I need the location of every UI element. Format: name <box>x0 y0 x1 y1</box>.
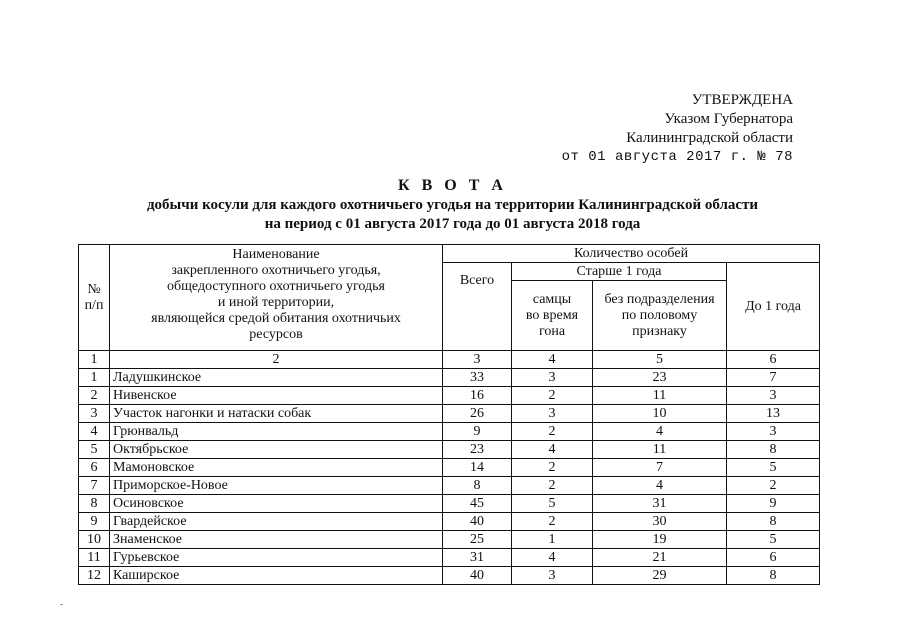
table-row <box>79 405 820 423</box>
row-total: 31 <box>443 549 512 567</box>
row-males: 3 <box>512 405 593 423</box>
header-name: Наименование закрепленного охотничьего угодья, общедоступного охотничьего угодья и иной территории, являющейся средой обитания охотничьих ресурсов <box>110 245 443 351</box>
row-males: 2 <box>512 387 593 405</box>
header-num: № п/п <box>79 245 110 351</box>
row-number: 12 <box>79 567 110 585</box>
row-area-name: Гурьевское <box>110 549 443 567</box>
row-number: 10 <box>79 531 110 549</box>
header-count: Количество особей <box>443 245 820 263</box>
row-area-name: Участок нагонки и натаски собак <box>110 405 443 423</box>
row-number: 8 <box>79 495 110 513</box>
row-total: 26 <box>443 405 512 423</box>
row-area-name: Каширское <box>110 567 443 585</box>
row-males: 5 <box>512 495 593 513</box>
row-total: 45 <box>443 495 512 513</box>
table-row <box>79 495 820 513</box>
row-males: 2 <box>512 513 593 531</box>
document-title <box>0 176 905 234</box>
table-row <box>79 441 820 459</box>
row-nogender: 30 <box>593 513 727 531</box>
header-total: Всего <box>443 263 512 351</box>
table-row <box>79 549 820 567</box>
title-period: на период с 01 августа 2017 года до 01 августа 2018 года <box>264 216 641 232</box>
title-subject: добычи косули для каждого охотничьего угодья на территории Калининградской области <box>146 197 759 213</box>
row-under: 13 <box>727 405 820 423</box>
col-number: 3 <box>443 351 512 369</box>
row-males: 2 <box>512 459 593 477</box>
row-under: 8 <box>727 567 820 585</box>
approval-date: от 01 августа 2017 г. № 78 <box>561 149 793 165</box>
row-nogender: 31 <box>593 495 727 513</box>
row-total: 33 <box>443 369 512 387</box>
row-number: 3 <box>79 405 110 423</box>
row-nogender: 21 <box>593 549 727 567</box>
col-number: 2 <box>110 351 443 369</box>
row-under: 3 <box>727 423 820 441</box>
header-under: До 1 года <box>727 263 820 351</box>
row-under: 3 <box>727 387 820 405</box>
col-number: 4 <box>512 351 593 369</box>
col-number: 1 <box>79 351 110 369</box>
approval-authority: Указом Губернатора <box>664 111 793 127</box>
row-nogender: 7 <box>593 459 727 477</box>
table-row <box>79 477 820 495</box>
row-under: 9 <box>727 495 820 513</box>
row-total: 16 <box>443 387 512 405</box>
table-row <box>79 423 820 441</box>
row-area-name: Осиновское <box>110 495 443 513</box>
header-older: Старше 1 года <box>512 263 727 281</box>
row-total: 23 <box>443 441 512 459</box>
row-number: 5 <box>79 441 110 459</box>
row-nogender: 4 <box>593 477 727 495</box>
row-number: 11 <box>79 549 110 567</box>
table-row <box>79 531 820 549</box>
table-row <box>79 513 820 531</box>
row-area-name: Грюнвальд <box>110 423 443 441</box>
row-under: 6 <box>727 549 820 567</box>
row-nogender: 29 <box>593 567 727 585</box>
row-number: 7 <box>79 477 110 495</box>
col-number: 6 <box>727 351 820 369</box>
header-nogender: без подразделения по половому признаку <box>593 281 727 351</box>
row-under: 8 <box>727 441 820 459</box>
row-number: 2 <box>79 387 110 405</box>
row-males: 3 <box>512 369 593 387</box>
row-total: 40 <box>443 513 512 531</box>
table-row <box>79 369 820 387</box>
row-number: 6 <box>79 459 110 477</box>
row-total: 8 <box>443 477 512 495</box>
row-area-name: Нивенское <box>110 387 443 405</box>
row-males: 1 <box>512 531 593 549</box>
row-males: 4 <box>512 549 593 567</box>
row-total: 25 <box>443 531 512 549</box>
row-males: 2 <box>512 423 593 441</box>
row-area-name: Приморское-Новое <box>110 477 443 495</box>
row-area-name: Знаменское <box>110 531 443 549</box>
row-area-name: Гвардейское <box>110 513 443 531</box>
col-number: 5 <box>593 351 727 369</box>
row-number: 9 <box>79 513 110 531</box>
row-area-name: Мамоновское <box>110 459 443 477</box>
page-mark <box>60 604 63 605</box>
table-row <box>79 459 820 477</box>
row-under: 5 <box>727 531 820 549</box>
row-total: 40 <box>443 567 512 585</box>
row-total: 9 <box>443 423 512 441</box>
row-nogender: 11 <box>593 441 727 459</box>
row-number: 1 <box>79 369 110 387</box>
row-under: 5 <box>727 459 820 477</box>
row-area-name: Октябрьское <box>110 441 443 459</box>
row-total: 14 <box>443 459 512 477</box>
row-males: 2 <box>512 477 593 495</box>
row-nogender: 23 <box>593 369 727 387</box>
row-nogender: 11 <box>593 387 727 405</box>
title-heading: К В О Т А <box>398 177 507 194</box>
row-under: 2 <box>727 477 820 495</box>
row-under: 8 <box>727 513 820 531</box>
row-number: 4 <box>79 423 110 441</box>
approval-status: УТВЕРЖДЕНА <box>691 92 793 108</box>
row-males: 3 <box>512 567 593 585</box>
row-males: 4 <box>512 441 593 459</box>
table-row <box>79 387 820 405</box>
row-nogender: 10 <box>593 405 727 423</box>
table-row <box>79 567 820 585</box>
row-under: 7 <box>727 369 820 387</box>
header-males: самцы во время гона <box>512 281 593 351</box>
approval-region: Калининградской области <box>626 130 793 146</box>
row-nogender: 19 <box>593 531 727 549</box>
row-nogender: 4 <box>593 423 727 441</box>
row-area-name: Ладушкинское <box>110 369 443 387</box>
approval-block <box>562 91 793 167</box>
quota-table <box>78 244 820 585</box>
